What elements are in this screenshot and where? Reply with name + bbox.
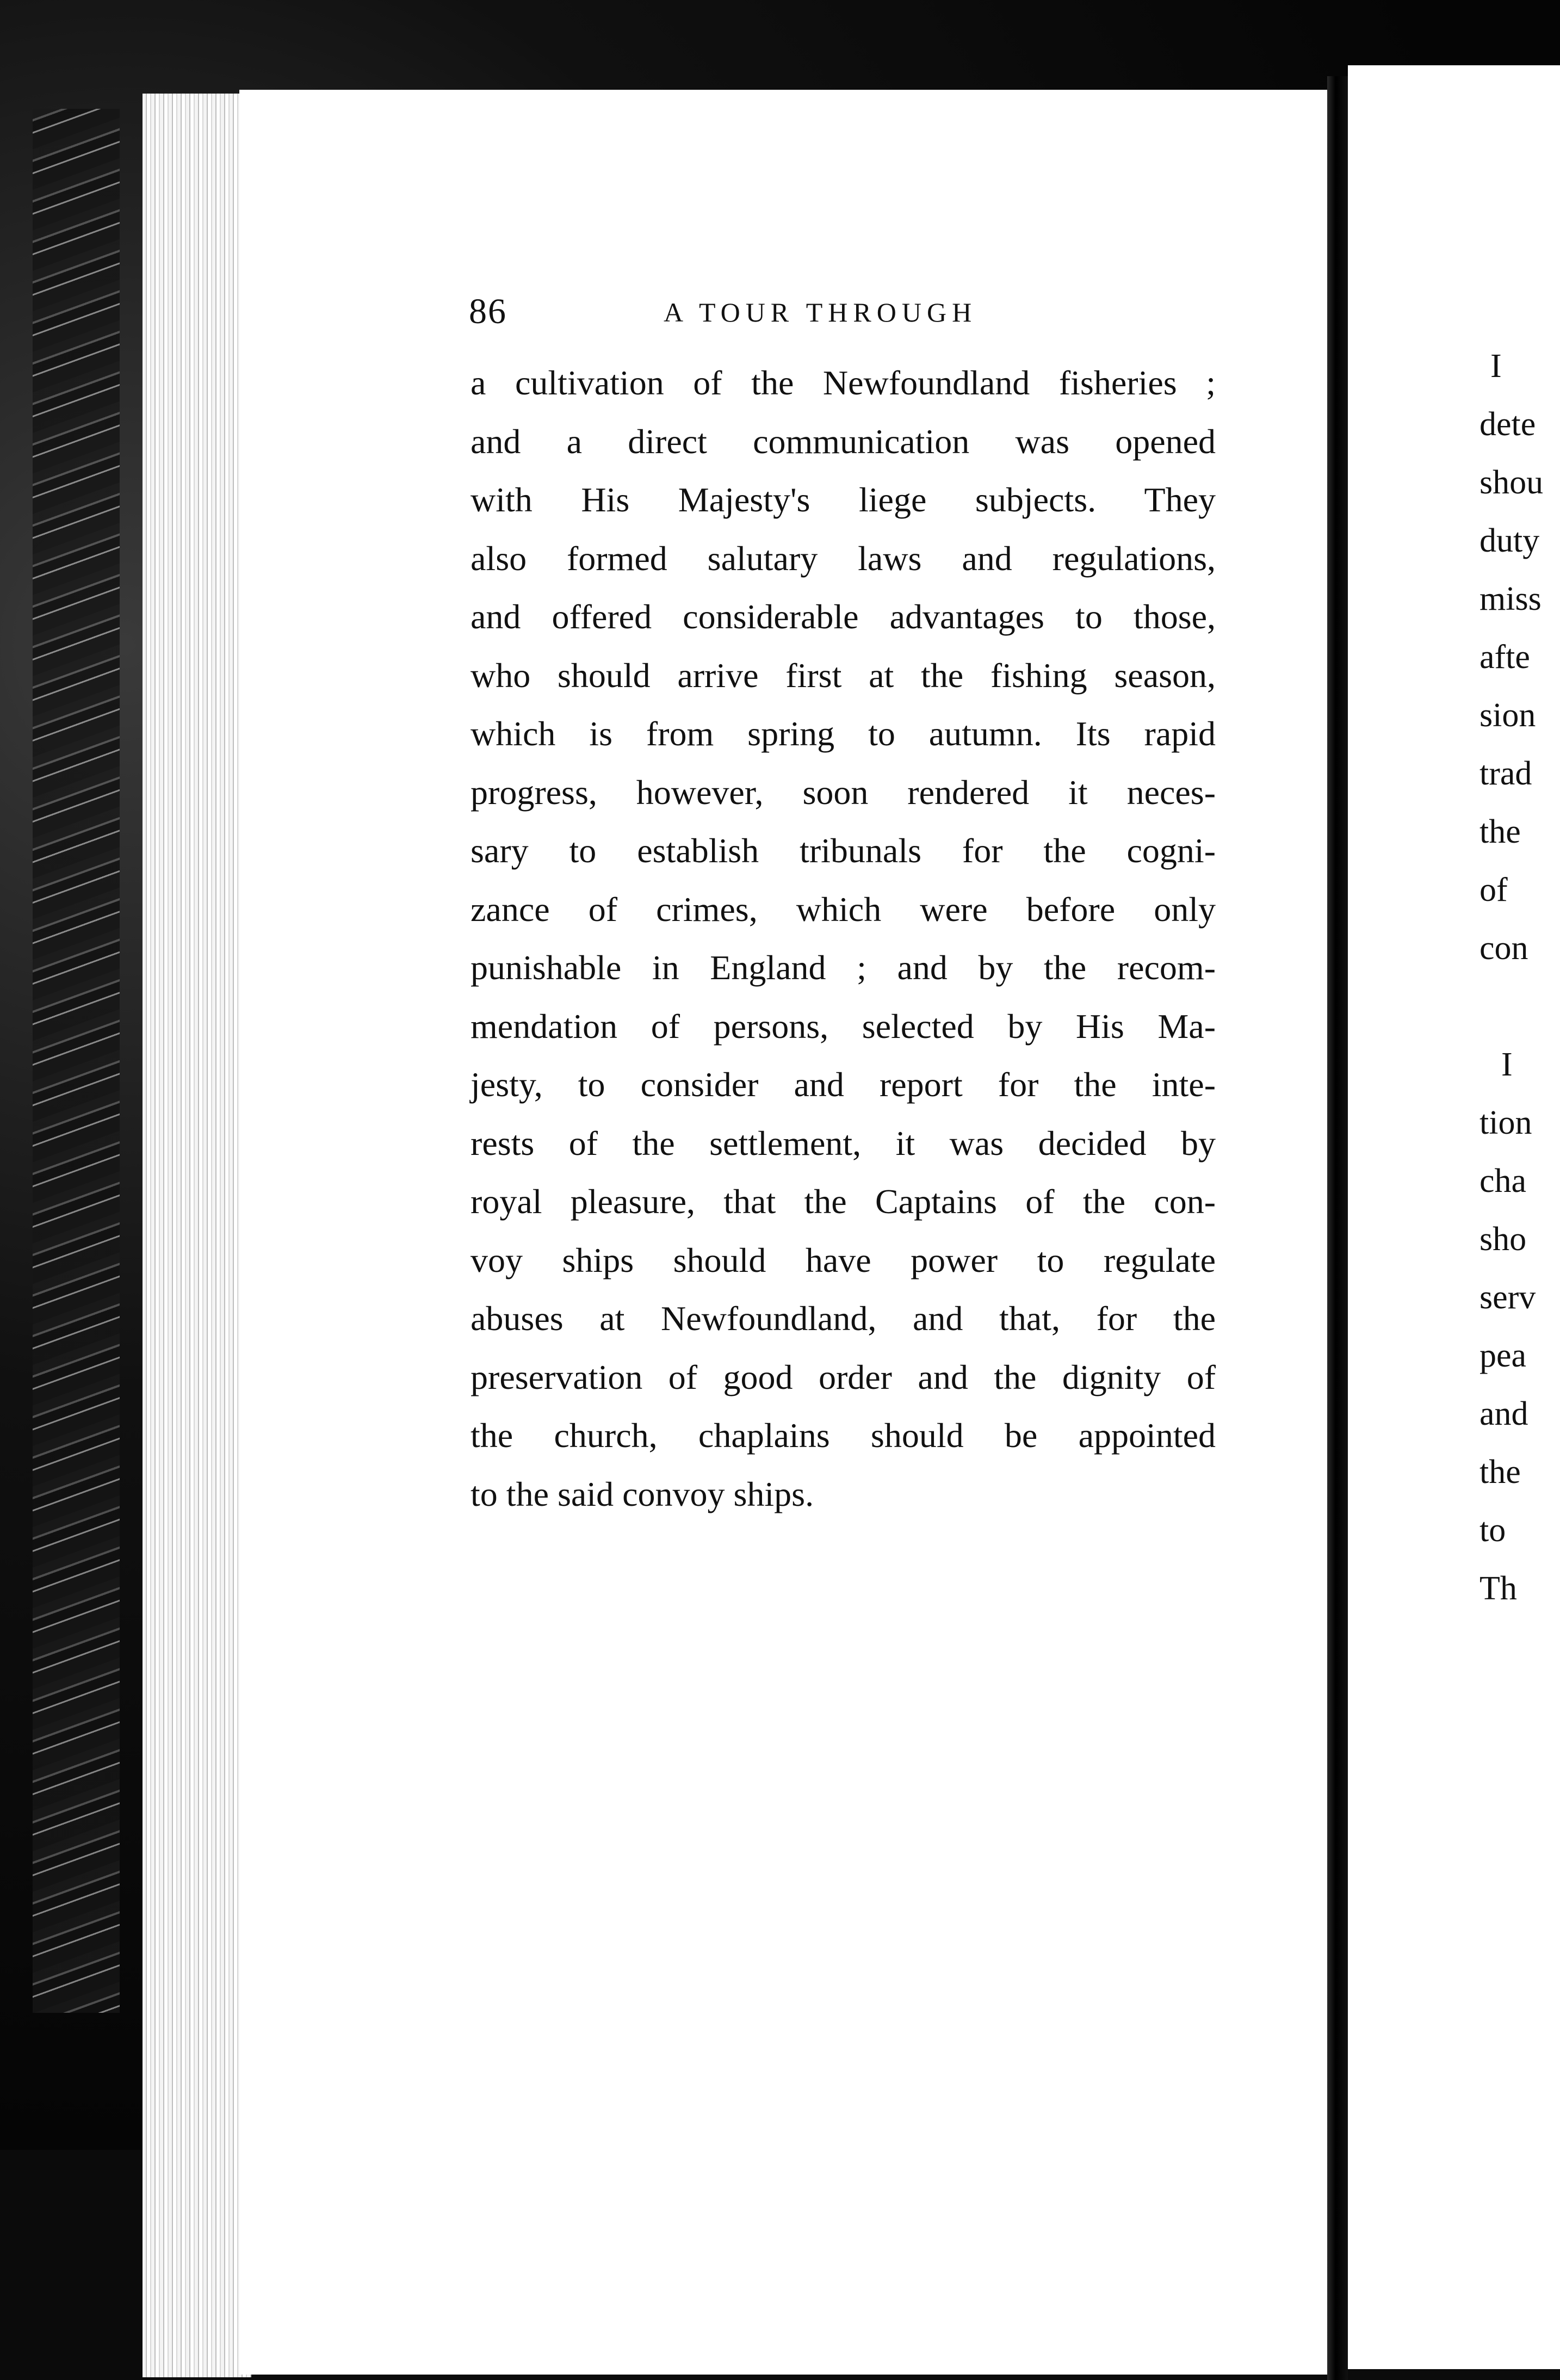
text-line: which is from spring to autumn. Its rapid <box>471 714 1216 753</box>
text-line: voy ships should have power to regulate <box>471 1240 1216 1279</box>
book-gutter <box>1327 76 1348 2380</box>
text-line: and offered considerable advantages to those, <box>471 597 1216 636</box>
right-fragment: and <box>1479 1395 1528 1432</box>
marbled-edge <box>33 109 120 2013</box>
right-fragment: shou <box>1479 464 1544 501</box>
text-line: punishable in England ; and by the recom- <box>471 948 1216 987</box>
running-head: A TOUR THROUGH <box>664 297 977 327</box>
right-gap <box>1479 978 1560 1036</box>
text-line: mendation of persons, selected by His Ma- <box>471 1006 1216 1046</box>
page-edges <box>143 94 251 2377</box>
right-fragment: sion <box>1479 697 1536 734</box>
text-line: who should arrive first at the fishing season, <box>471 656 1216 695</box>
right-fragment: the <box>1479 813 1521 850</box>
text-line: rests of the settlement, it was decided by <box>471 1123 1216 1163</box>
right-fragment: con <box>1479 930 1528 967</box>
right-fragment: serv <box>1479 1279 1536 1316</box>
right-fragment: cha <box>1479 1163 1527 1200</box>
text-line: sary to establish tribunals for the cogni- <box>471 831 1216 870</box>
right-fragment: duty <box>1479 522 1540 559</box>
text-line: progress, however, soon rendered it neces- <box>471 772 1216 812</box>
right-page-fragments <box>1479 337 1560 1618</box>
right-fragment: miss <box>1479 580 1542 617</box>
text-line: preservation of good order and the dignity of <box>471 1357 1216 1396</box>
right-fragment: I <box>1501 1046 1513 1083</box>
right-fragment: I <box>1490 348 1502 385</box>
right-fragment: afte <box>1479 639 1530 676</box>
right-fragment: of <box>1479 871 1508 908</box>
right-fragment: sho <box>1479 1221 1527 1258</box>
text-line: to the said convoy ships. <box>471 1474 814 1513</box>
text-line: zance of crimes, which were before only <box>471 889 1216 929</box>
right-fragment: to <box>1479 1512 1506 1549</box>
right-fragment: trad <box>1479 755 1532 792</box>
right-fragment: the <box>1479 1454 1521 1491</box>
right-fragment: dete <box>1479 406 1536 443</box>
page-number: 86 <box>469 292 507 331</box>
text-line: royal pleasure, that the Captains of the con- <box>471 1182 1216 1221</box>
text-line: abuses at Newfoundland, and that, for the <box>471 1299 1216 1338</box>
text-line: and a direct communication was opened <box>471 422 1216 461</box>
body-text <box>471 354 1216 1523</box>
right-fragment: tion <box>1479 1104 1532 1141</box>
right-fragment: Th <box>1479 1570 1517 1607</box>
right-fragment: pea <box>1479 1337 1527 1374</box>
text-line: with His Majesty's liege subjects. They <box>471 480 1216 519</box>
text-line: also formed salutary laws and regulations, <box>471 539 1216 578</box>
text-line: a cultivation of the Newfoundland fisheries ; <box>471 363 1216 402</box>
text-line: jesty, to consider and report for the inte- <box>471 1065 1216 1104</box>
text-line: the church, chaplains should be appointed <box>471 1416 1216 1455</box>
